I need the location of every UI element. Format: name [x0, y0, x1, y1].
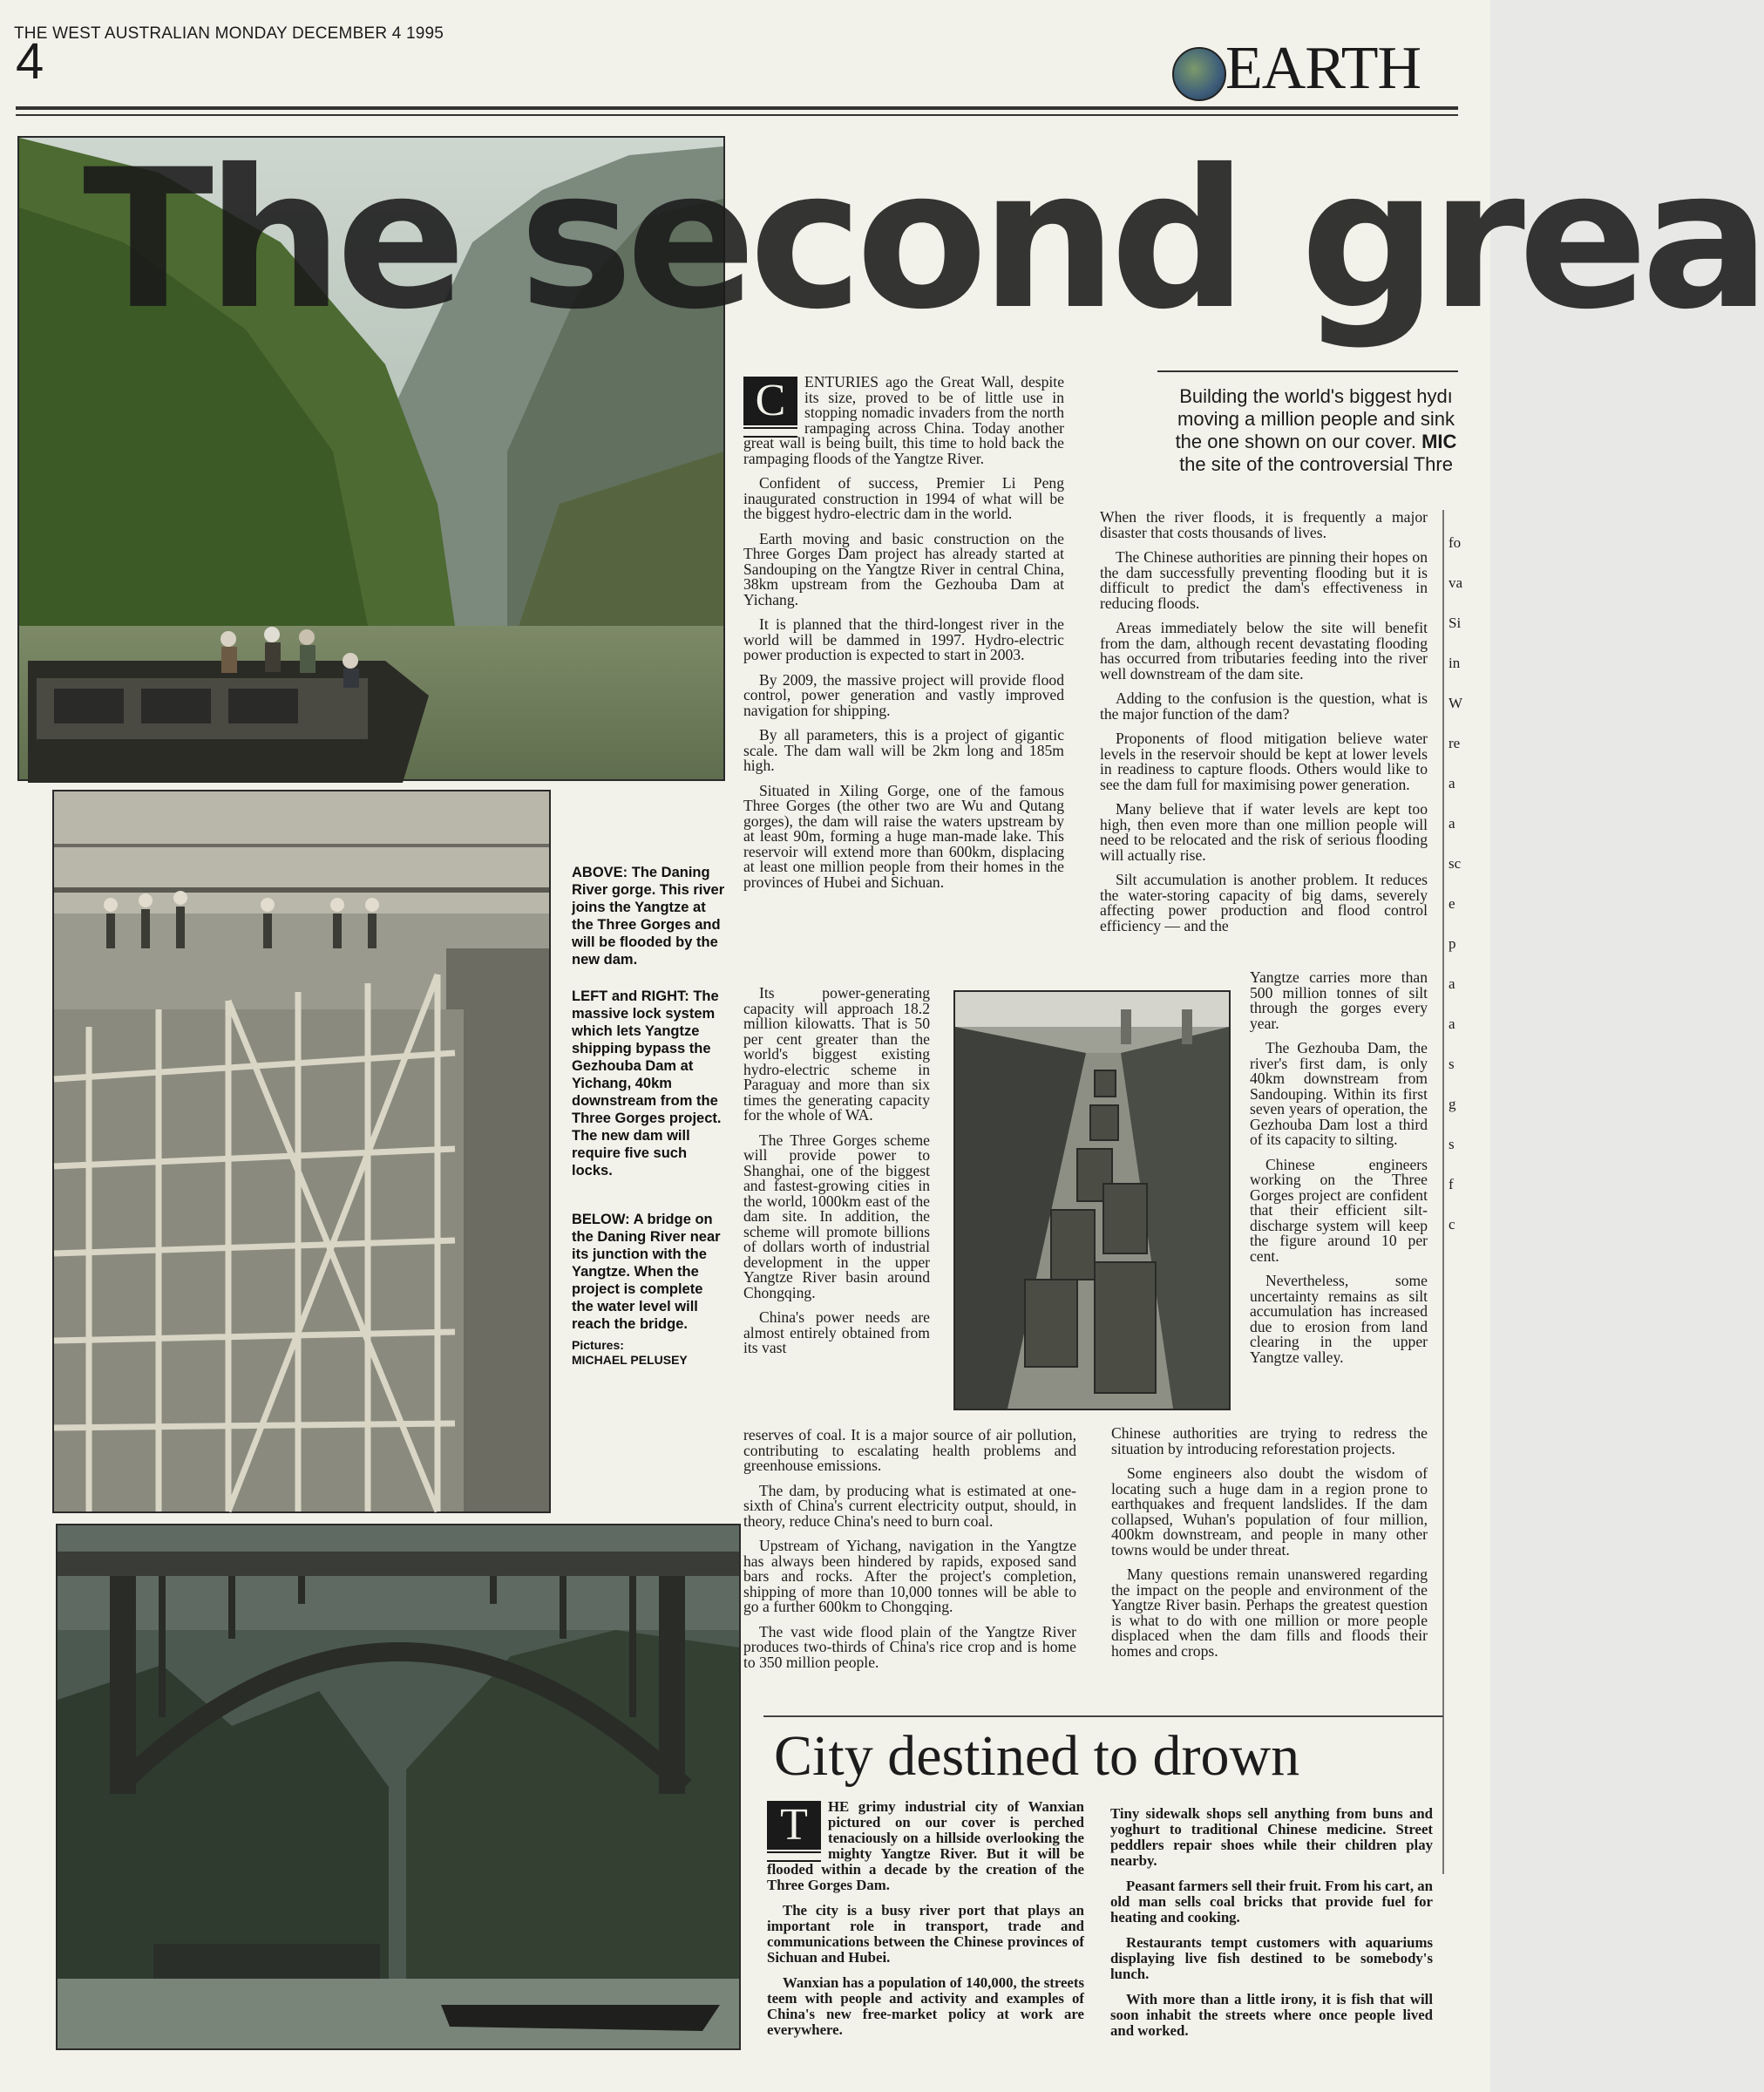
globe-icon: [1172, 47, 1226, 101]
photo-lock-system: [52, 790, 551, 1513]
section-title: EARTH: [1225, 35, 1421, 102]
caption-below: BELOW: A bridge on the Daning River near its junction with the Yangtze. When the project is complete the water level will reach the bridge.: [572, 1212, 721, 1332]
article-dropcap: C: [743, 377, 797, 425]
edge-fragment: re: [1449, 735, 1461, 751]
right-edge-fragments: [1449, 523, 1483, 1245]
article-paragraph: Many believe that if water levels are kept too high, then even more than one million people will need to be relocated and the risk of serious flooding will actually rise.: [1100, 800, 1428, 864]
side-article-paragraph: Peasant farmers sell their fruit. From his cart, an old man sells coal bricks that provide fuel for heating and cooking.: [1110, 1878, 1433, 1926]
side-article-paragraph: HE grimy industrial city of Wanxian pictured on our cover is perched tenaciously on a hillside overlooking the mighty Yangtze River. But it will be flooded within a decade by the creation of the Three Gorges Dam.: [767, 1798, 1084, 1893]
edge-fragment: s: [1449, 1056, 1455, 1072]
edge-fragment: a: [1449, 1015, 1455, 1032]
article-paragraph: reserves of coal. It is a major source of air pollution, contributing to escalating health problems and greenhouse emissions.: [743, 1426, 1076, 1474]
edge-fragment: a: [1449, 975, 1455, 992]
edge-fragment: a: [1449, 815, 1455, 832]
side-article-paragraph: Wanxian has a population of 140,000, the streets teem with people and activity and examples of China's new free-market policy at work are everywhere.: [767, 1974, 1084, 2038]
side-article-dropcap: T: [767, 1801, 821, 1850]
article-paragraph: Confident of success, Premier Li Peng inaugurated construction in 1994 of what will be the biggest hydro-electric dam in the world.: [743, 474, 1064, 522]
article-paragraph: Its power-generating capacity will approach 18.2 million kilowatts. That is 50 per cent greater than the world's biggest existing hydro-electric scheme in Paraguay and more than six times the generating capacity for the whole of WA.: [743, 984, 930, 1124]
article-column-2-lower: [1111, 1426, 1428, 1668]
side-article-paragraph: The city is a busy river port that plays an important role in transport, trade and communications between the Chinese provinces of Sichuan and Hubei.: [767, 1902, 1084, 1966]
deck-line-1: Building the world's biggest hydı: [1179, 385, 1453, 407]
edge-fragment: g: [1449, 1096, 1456, 1112]
deck-text: [1159, 385, 1473, 476]
side-article-paragraph: Restaurants tempt customers with aquariums displaying live fish destined to be somebody's lunch.: [1110, 1934, 1433, 1982]
deck-line-3-bold: MIC: [1421, 431, 1457, 452]
deck-line-3: the one shown on our cover.: [1175, 431, 1416, 452]
article-paragraph: Some engineers also doubt the wisdom of locating such a huge dam in a region prone to earthquakes and frequent landslides. If the dam collapsed, Wuhan's population of four million, 400km downstream, and people in many other towns would be under threat.: [1111, 1464, 1428, 1559]
article-paragraph: Nevertheless, some uncertainty remains as silt accumulation has increased due to erosion from land clearing in the upper Yangtze valley.: [1250, 1272, 1428, 1366]
edge-fragment: in: [1449, 655, 1461, 671]
edge-fragment: p: [1449, 935, 1456, 952]
article-column-1: [743, 375, 1064, 900]
article-paragraph: By 2009, the massive project will provide flood control, power generation and vastly improved navigation for shipping.: [743, 670, 1064, 719]
bridge-illustration: [58, 1525, 739, 2048]
masthead-rule: [16, 106, 1458, 110]
article-paragraph: Areas immediately below the site will benefit from the dam, although recent devastating flooding has occurred from tributaries feeding into the river well downstream of the dam site.: [1100, 619, 1428, 683]
article-paragraph: Situated in Xiling Gorge, one of the famous Three Gorges (the other two are Wu and Qutang gorges), the dam will raise the waters upstream by at least 90m, forming a huge man-made lake. This reservoir will extend more than 600km, displacing at least one million people from their homes in the provinces of Hubei and Sichuan.: [743, 781, 1064, 891]
photo-credit-label: Pictures:: [572, 1338, 624, 1352]
article-paragraph: Silt accumulation is another problem. It reduces the water-storing capacity of big dams, severely affecting power production and flood control efficiency — and the: [1100, 871, 1428, 934]
article-column-2-narrow: [1250, 970, 1428, 1375]
side-article-rule: [763, 1715, 1443, 1717]
side-article-paragraph: Tiny sidewalk shops sell anything from buns and yoghurt to traditional Chinese medicine. Street peddlers repair shoes while their children play nearby.: [1110, 1805, 1433, 1869]
article-paragraph: The Gezhouba Dam, the river's first dam, is only 40km downstream from Sandouping. Within its first seven years of operation, the Gezhouba Dam lost a third of its capacity to silting.: [1250, 1039, 1428, 1148]
article-paragraph: Many questions remain unanswered regarding the impact on the people and environment of the Yangtze River basin. Perhaps the greatest question is what to do with one million or more people displaced when the dam fills and floods their homes and crops.: [1111, 1566, 1428, 1660]
masthead-date: THE WEST AUSTRALIAN MONDAY DECEMBER 4 1995: [14, 24, 444, 43]
article-paragraph: Upstream of Yichang, navigation in the Yangtze has always been hindered by rapids, exposed sand bars and rocks. After the project's completion, shipping of more than 10,000 tonnes will be able to go a further 600km to Chongqing.: [743, 1537, 1076, 1615]
edge-fragment: W: [1449, 695, 1463, 711]
article-paragraph: Yangtze carries more than 500 million tonnes of silt through the gorges every year.: [1250, 968, 1428, 1032]
edge-fragment: Si: [1449, 615, 1462, 631]
photo-captions: [572, 864, 727, 1368]
deck-rule: [1157, 370, 1458, 372]
article-paragraph: China's power needs are almost entirely obtained from its vast: [743, 1308, 930, 1356]
caption-left-right: LEFT and RIGHT: The massive lock system which lets Yangtze shipping bypass the Gezhouba Dam at Yichang, 40km downstream from the Three Gorges project. The new dam will require five such locks.: [572, 988, 722, 1178]
photo-credit-name: MICHAEL PELUSEY: [572, 1353, 688, 1367]
side-article-paragraph: With more than a little irony, it is fish that will soon inhabit the streets where once people lived and worked.: [1110, 1991, 1433, 2039]
photo-lock-barges: [953, 990, 1231, 1410]
caption-above: ABOVE: The Daning River gorge. This river joins the Yangtze at the Three Gorges and will be flooded by the new dam.: [572, 865, 725, 968]
article-paragraph: When the river floods, it is frequently a major disaster that costs thousands of lives.: [1100, 508, 1428, 541]
article-paragraph: The dam, by producing what is estimated at one-sixth of China's current electricity output, should, in theory, reduce China's need to burn coal.: [743, 1481, 1076, 1530]
edge-fragment: a: [1449, 775, 1455, 791]
article-paragraph: Proponents of flood mitigation believe water levels in the reservoir should be kept at lower levels in readiness to capture floods. Others would like to see the dam full for maximising power generation.: [1100, 730, 1428, 793]
article-column-1-narrow: [743, 986, 930, 1366]
edge-fragment: sc: [1449, 855, 1462, 872]
deck-line-2: moving a million people and sink: [1177, 408, 1455, 430]
side-article-headline: City destined to drown: [774, 1724, 1300, 1788]
lock-illustration: [54, 791, 549, 1511]
article-paragraph: By all parameters, this is a project of gigantic scale. The dam wall will be 2km long and 185m high.: [743, 726, 1064, 774]
article-paragraph: Chinese engineers working on the Three Gorges project are confident that their efficient silt-discharge system will keep the figure around 10 per cent.: [1250, 1155, 1428, 1265]
column-rule-right: [1442, 510, 1444, 1874]
article-paragraph: It is planned that the third-longest river in the world will be dammed in 1997. Hydro-electric power production is expected to start in 2003.: [743, 615, 1064, 663]
article-column-1-lower: [743, 1428, 1076, 1680]
main-headline: The second grea: [83, 128, 1764, 351]
article-paragraph: Chinese authorities are trying to redress the situation by introducing reforestation projects.: [1111, 1424, 1428, 1457]
edge-fragment: e: [1449, 895, 1455, 912]
page-number: 4: [16, 33, 44, 90]
photo-bridge: [56, 1524, 741, 2050]
side-article-column-2: [1110, 1806, 1433, 2048]
article-paragraph: The Chinese authorities are pinning their hopes on the dam successfully preventing flooding but it is difficult to predict the dam's effectiveness in reducing floods.: [1100, 548, 1428, 612]
article-paragraph: Adding to the confusion is the question, what is the major function of the dam?: [1100, 689, 1428, 723]
article-paragraph: The vast wide flood plain of the Yangtze River produces two-thirds of China's rice crop and is home to 350 million people.: [743, 1622, 1076, 1671]
side-article-column-1: [767, 1799, 1084, 2048]
article-column-2: [1100, 510, 1428, 943]
edge-fragment: va: [1449, 574, 1463, 591]
barges-illustration: [955, 992, 1229, 1409]
edge-fragment: c: [1449, 1216, 1455, 1233]
edge-fragment: f: [1449, 1176, 1454, 1192]
article-paragraph: Earth moving and basic construction on the Three Gorges Dam project has already started at Sandouping on the Yangtze River in central China, 38km upstream from the Gezhouba Dam at Yichang.: [743, 529, 1064, 608]
article-paragraph: ENTURIES ago the Great Wall, despite its size, proved to be of little use in stopping nomadic invaders from the north rampaging across China. Today another great wall is being built, this time to hold back the rampaging floods of the Yangtze River.: [743, 373, 1064, 467]
edge-fragment: fo: [1449, 534, 1462, 551]
article-paragraph: The Three Gorges scheme will provide power to Shanghai, one of the biggest and fastest-growing cities in the world, 1000km east of the dam site. In addition, the scheme will promote billions of dollars worth of industrial development in the upper Yangtze River basin around Chongqing.: [743, 1131, 930, 1301]
deck-line-4: the site of the controversial Thre: [1179, 453, 1453, 475]
edge-fragment: s: [1449, 1136, 1455, 1152]
masthead-rule-thin: [16, 114, 1458, 116]
